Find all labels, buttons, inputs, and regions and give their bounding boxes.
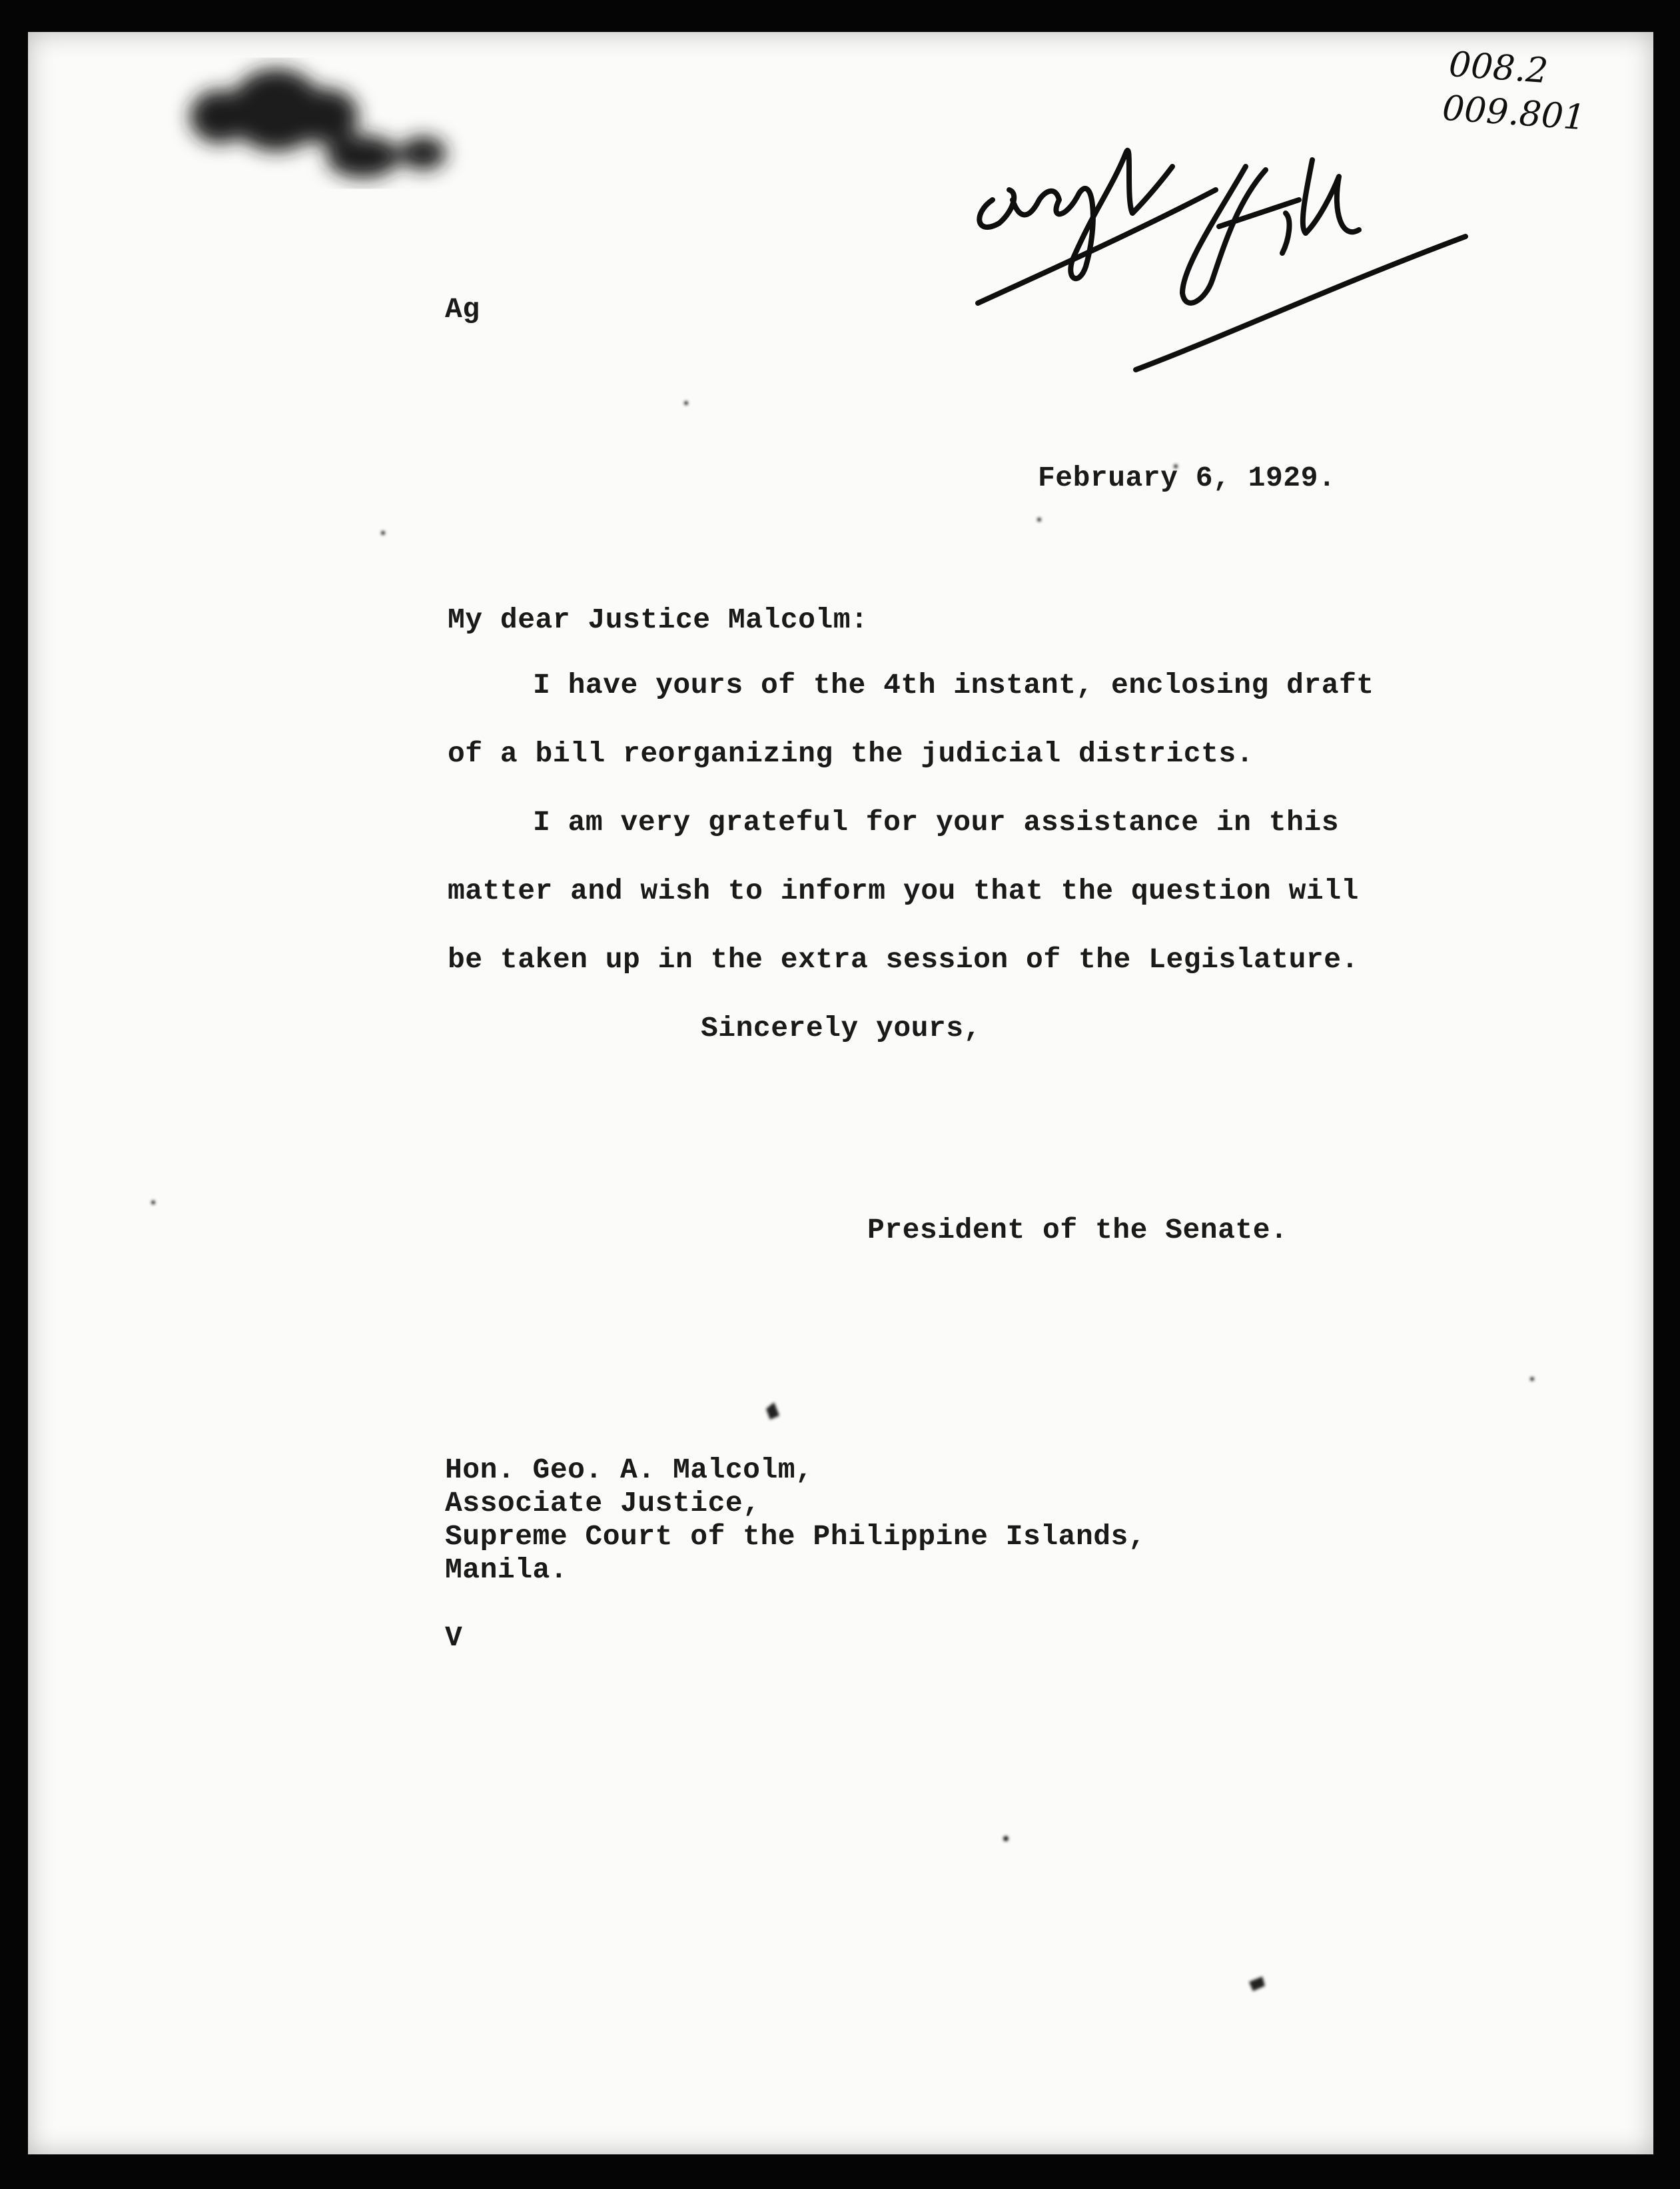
recipient-address-line-3: Supreme Court of the Philippine Islands,: [445, 1520, 1146, 1553]
paragraph-2-line-2: matter and wish to inform you that the question will: [448, 875, 1359, 907]
handwritten-file-stroke: [1182, 160, 1359, 303]
typist-initials: Ag: [445, 293, 480, 326]
typist-mark: V: [445, 1621, 463, 1654]
paragraph-1-line-2: of a bill reorganizing the judicial districts.: [448, 737, 1254, 770]
salutation: My dear Justice Malcolm:: [448, 604, 869, 636]
file-code-1: 008.2: [1448, 44, 1549, 92]
recipient-address-line-1: Hon. Geo. A. Malcolm,: [445, 1454, 813, 1486]
paragraph-1-line-1: I have yours of the 4th instant, enclosing draft: [533, 669, 1374, 701]
recipient-address-line-2: Associate Justice,: [445, 1487, 761, 1520]
paragraph-2-line-1: I am very grateful for your assistance in this: [533, 806, 1339, 839]
paragraph-2-line-3: be taken up in the extra session of the Legislature.: [448, 943, 1359, 976]
closing: Sincerely yours,: [701, 1012, 981, 1045]
recipient-address-line-4: Manila.: [445, 1553, 568, 1586]
signature-title: President of the Senate.: [867, 1214, 1288, 1246]
letter-date: February 6, 1929.: [1038, 462, 1336, 494]
file-code-2: 009.801: [1441, 88, 1587, 139]
